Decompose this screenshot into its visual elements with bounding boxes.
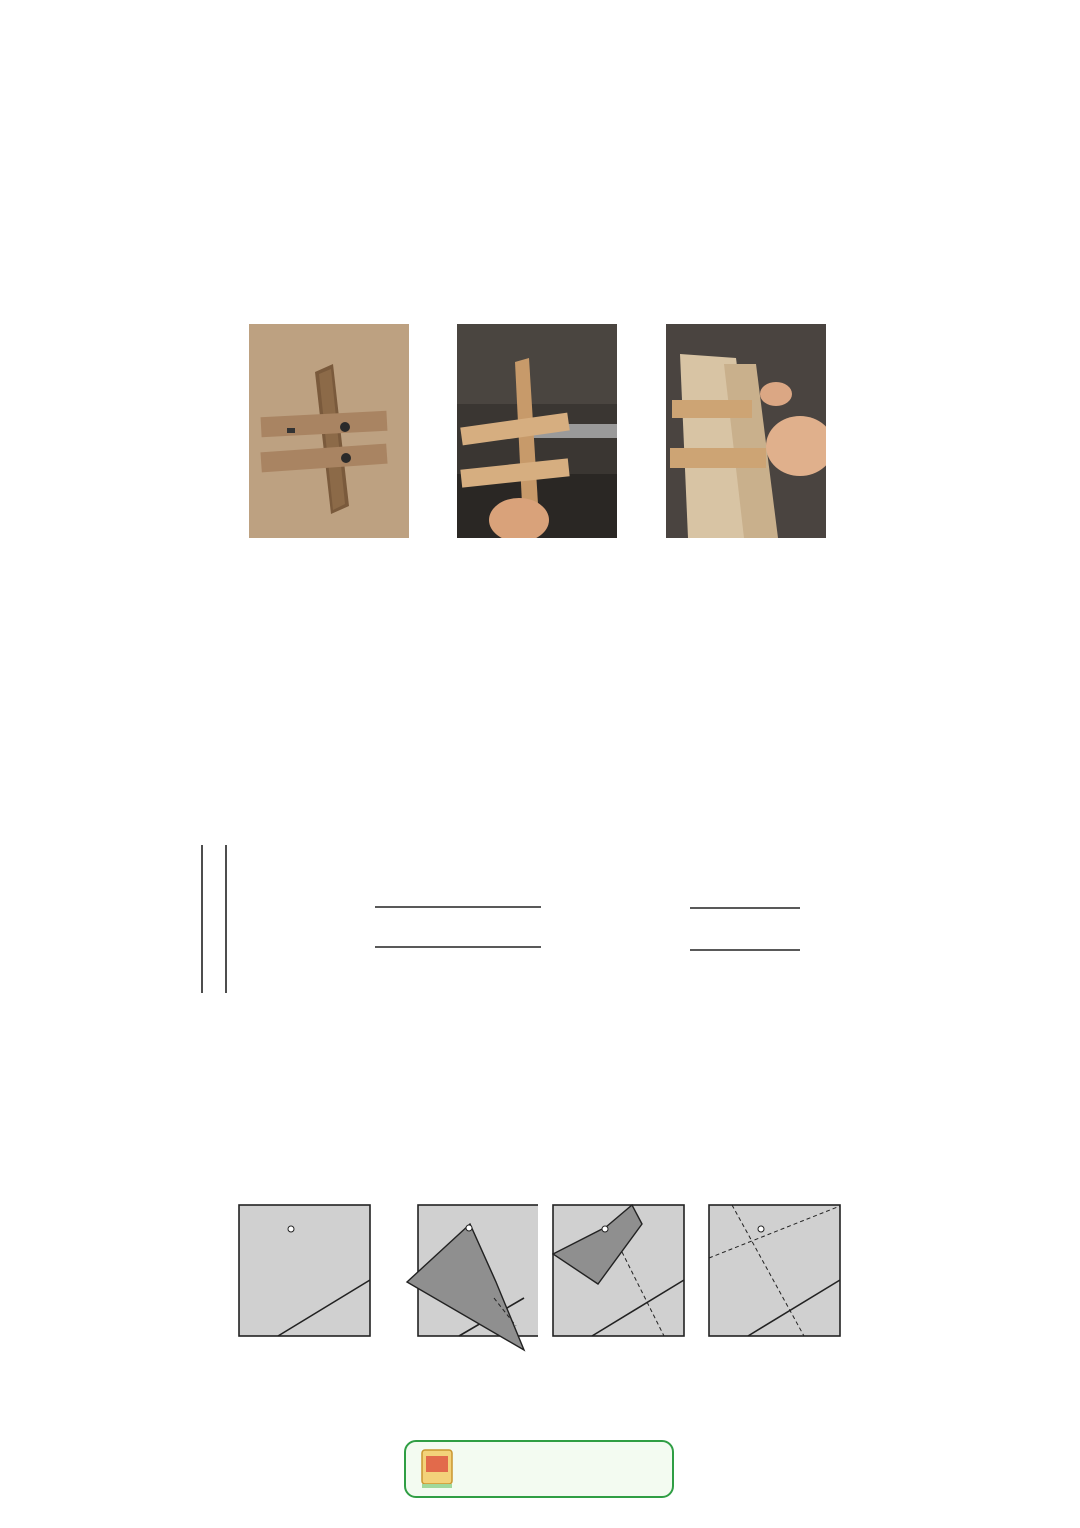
publisher-watermark <box>760 1230 1080 1520</box>
photo-parallel-tool <box>249 324 409 538</box>
problem-7 <box>115 624 975 666</box>
figure8-hatched-lines <box>180 815 260 1000</box>
running-header <box>115 72 171 104</box>
fold-step-1 <box>238 1204 372 1338</box>
figure8-fan-diamond <box>325 870 590 990</box>
promo-badge <box>404 1440 674 1498</box>
problem-6 <box>115 166 975 208</box>
problem-8 <box>115 707 975 749</box>
fold-step-3 <box>552 1204 686 1338</box>
fold-step-2 <box>404 1202 538 1352</box>
problem-9 <box>115 1082 975 1124</box>
figure8-fan-cross <box>650 872 886 982</box>
book-icon <box>420 1448 456 1490</box>
photo-adjusting-tool <box>457 324 617 538</box>
photo-drawing-parallel <box>666 324 826 538</box>
